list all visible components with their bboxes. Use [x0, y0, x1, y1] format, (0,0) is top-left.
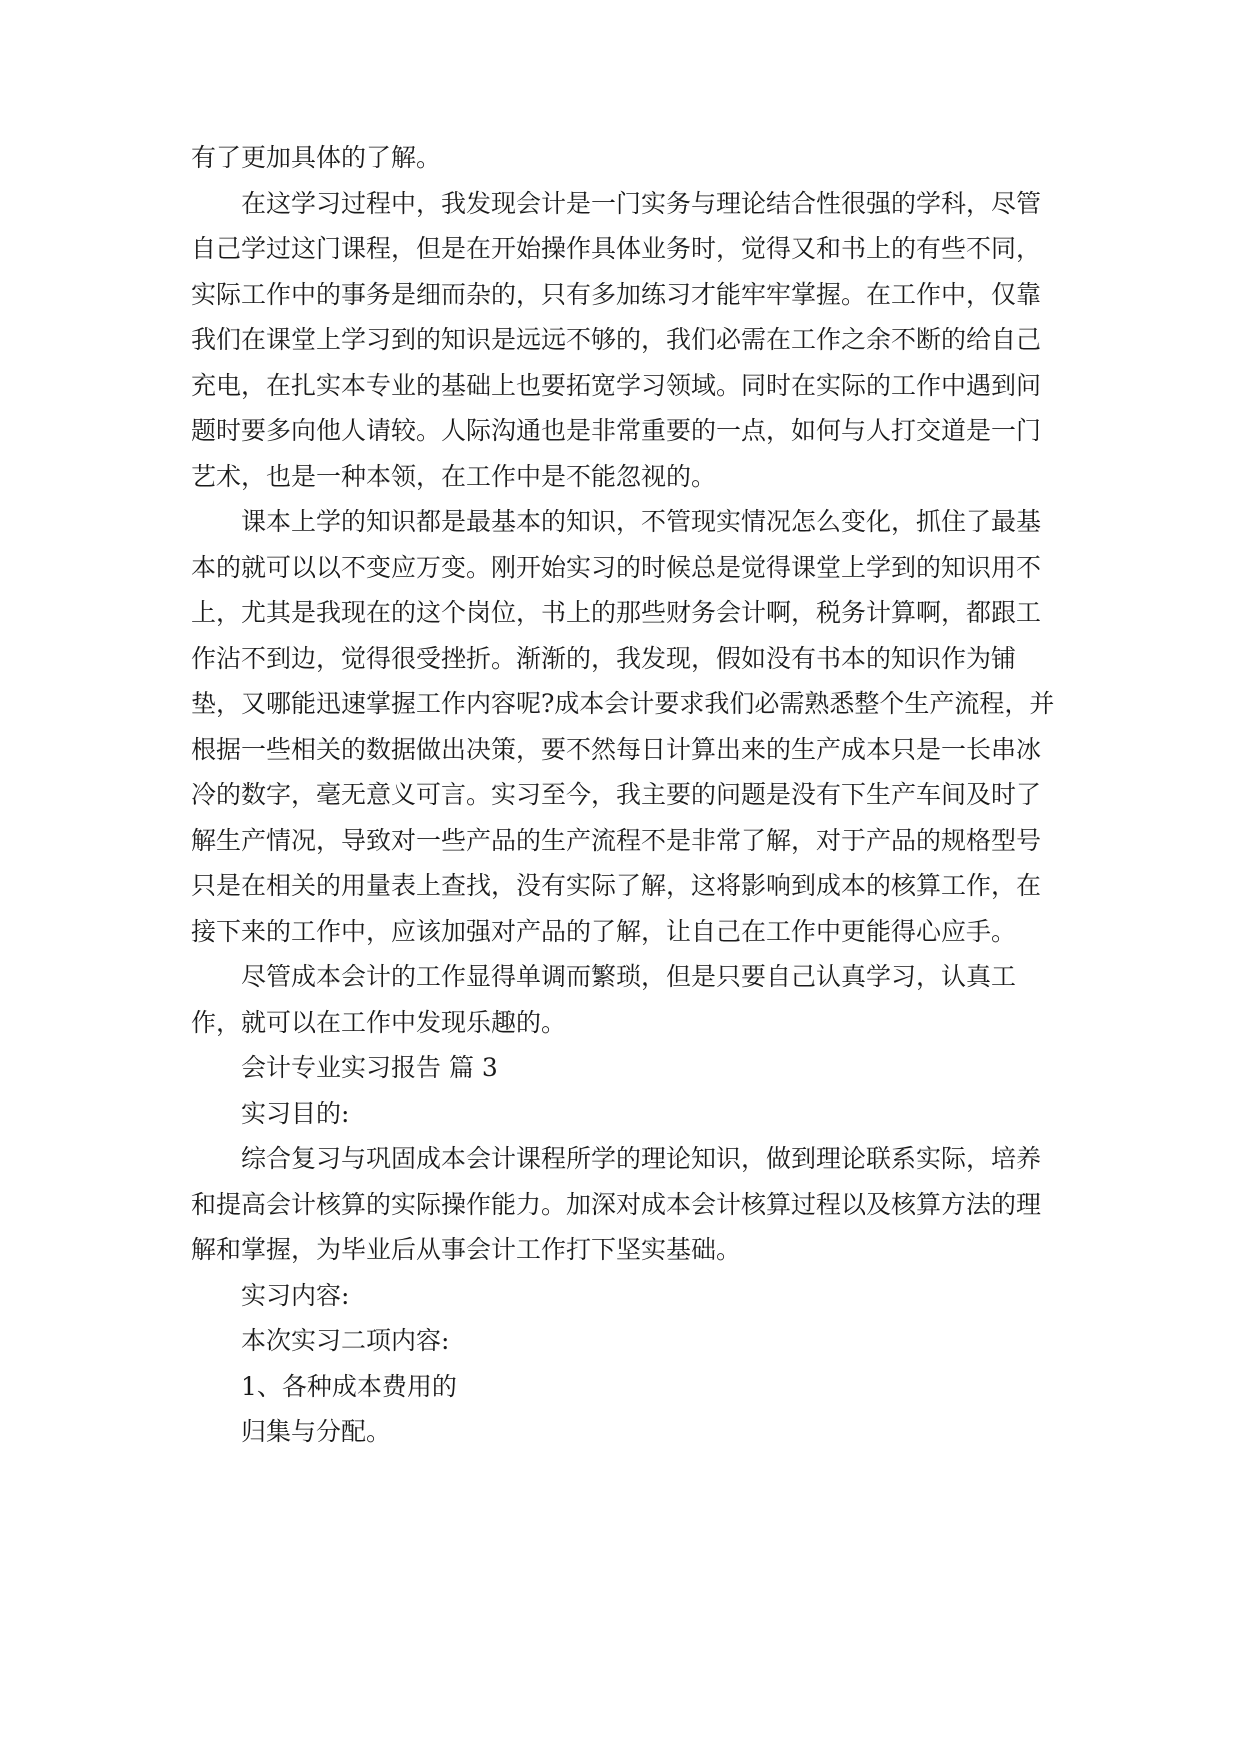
body-line: 解和掌握，为毕业后从事会计工作打下坚实基础。 [191, 1235, 742, 1264]
subheading: 实习目的: [241, 1099, 350, 1128]
body-line: 上，尤其是我现在的这个岗位，书上的那些财务会计啊，税务计算啊，都跟工 [191, 598, 1042, 627]
body-line: 有了更加具体的了解。 [191, 143, 442, 172]
body-line: 作，就可以在工作中发现乐趣的。 [191, 1008, 567, 1037]
body-line: 垫，又哪能迅速掌握工作内容呢?成本会计要求我们必需熟悉整个生产流程，并 [191, 689, 1055, 718]
body-line: 题时要多向他人请较。人际沟通也是非常重要的一点，如何与人打交道是一门 [191, 416, 1042, 445]
body-line: 归集与分配。 [241, 1417, 392, 1446]
body-line: 和提高会计核算的实际操作能力。加深对成本会计核算过程以及核算方法的理 [191, 1190, 1042, 1219]
subheading: 实习内容: [241, 1281, 350, 1310]
body-line: 接下来的工作中，应该加强对产品的了解，让自己在工作中更能得心应手。 [191, 917, 1017, 946]
body-line: 充电，在扎实本专业的基础上也要拓宽学习领域。同时在实际的工作中遇到问 [191, 371, 1042, 400]
body-line: 我们在课堂上学习到的知识是远远不够的，我们必需在工作之余不断的给自己 [191, 325, 1042, 354]
body-line: 实际工作中的事务是细而杂的，只有多加练习才能牢牢掌握。在工作中，仅靠 [191, 280, 1042, 309]
body-line: 自己学过这门课程，但是在开始操作具体业务时，觉得又和书上的有些不同， [191, 234, 1042, 263]
list-item: 1、各种成本费用的 [241, 1372, 457, 1401]
body-line: 冷的数字，毫无意义可言。实习至今，我主要的问题是没有下生产车间及时了 [191, 780, 1042, 809]
body-line: 艺术，也是一种本领，在工作中是不能忽视的。 [191, 462, 717, 491]
body-line: 在这学习过程中，我发现会计是一门实务与理论结合性很强的学科，尽管 [241, 189, 1042, 218]
body-line: 本的就可以以不变应万变。刚开始实习的时候总是觉得课堂上学到的知识用不 [191, 553, 1042, 582]
body-line: 本次实习二项内容: [241, 1326, 450, 1355]
body-line: 综合复习与巩固成本会计课程所学的理论知识，做到理论联系实际，培养 [241, 1144, 1042, 1173]
body-line: 只是在相关的用量表上查找，没有实际了解，这将影响到成本的核算工作，在 [191, 871, 1042, 900]
body-line: 根据一些相关的数据做出决策，要不然每日计算出来的生产成本只是一长串冰 [191, 735, 1042, 764]
body-line: 作沾不到边，觉得很受挫折。渐渐的，我发现，假如没有书本的知识作为铺 [191, 644, 1017, 673]
body-line: 课本上学的知识都是最基本的知识，不管现实情况怎么变化，抓住了最基 [241, 507, 1042, 536]
body-line: 尽管成本会计的工作显得单调而繁琐，但是只要自己认真学习，认真工 [241, 962, 1017, 991]
body-line: 解生产情况，导致对一些产品的生产流程不是非常了解，对于产品的规格型号 [191, 826, 1042, 855]
section-heading: 会计专业实习报告 篇 3 [241, 1053, 498, 1082]
